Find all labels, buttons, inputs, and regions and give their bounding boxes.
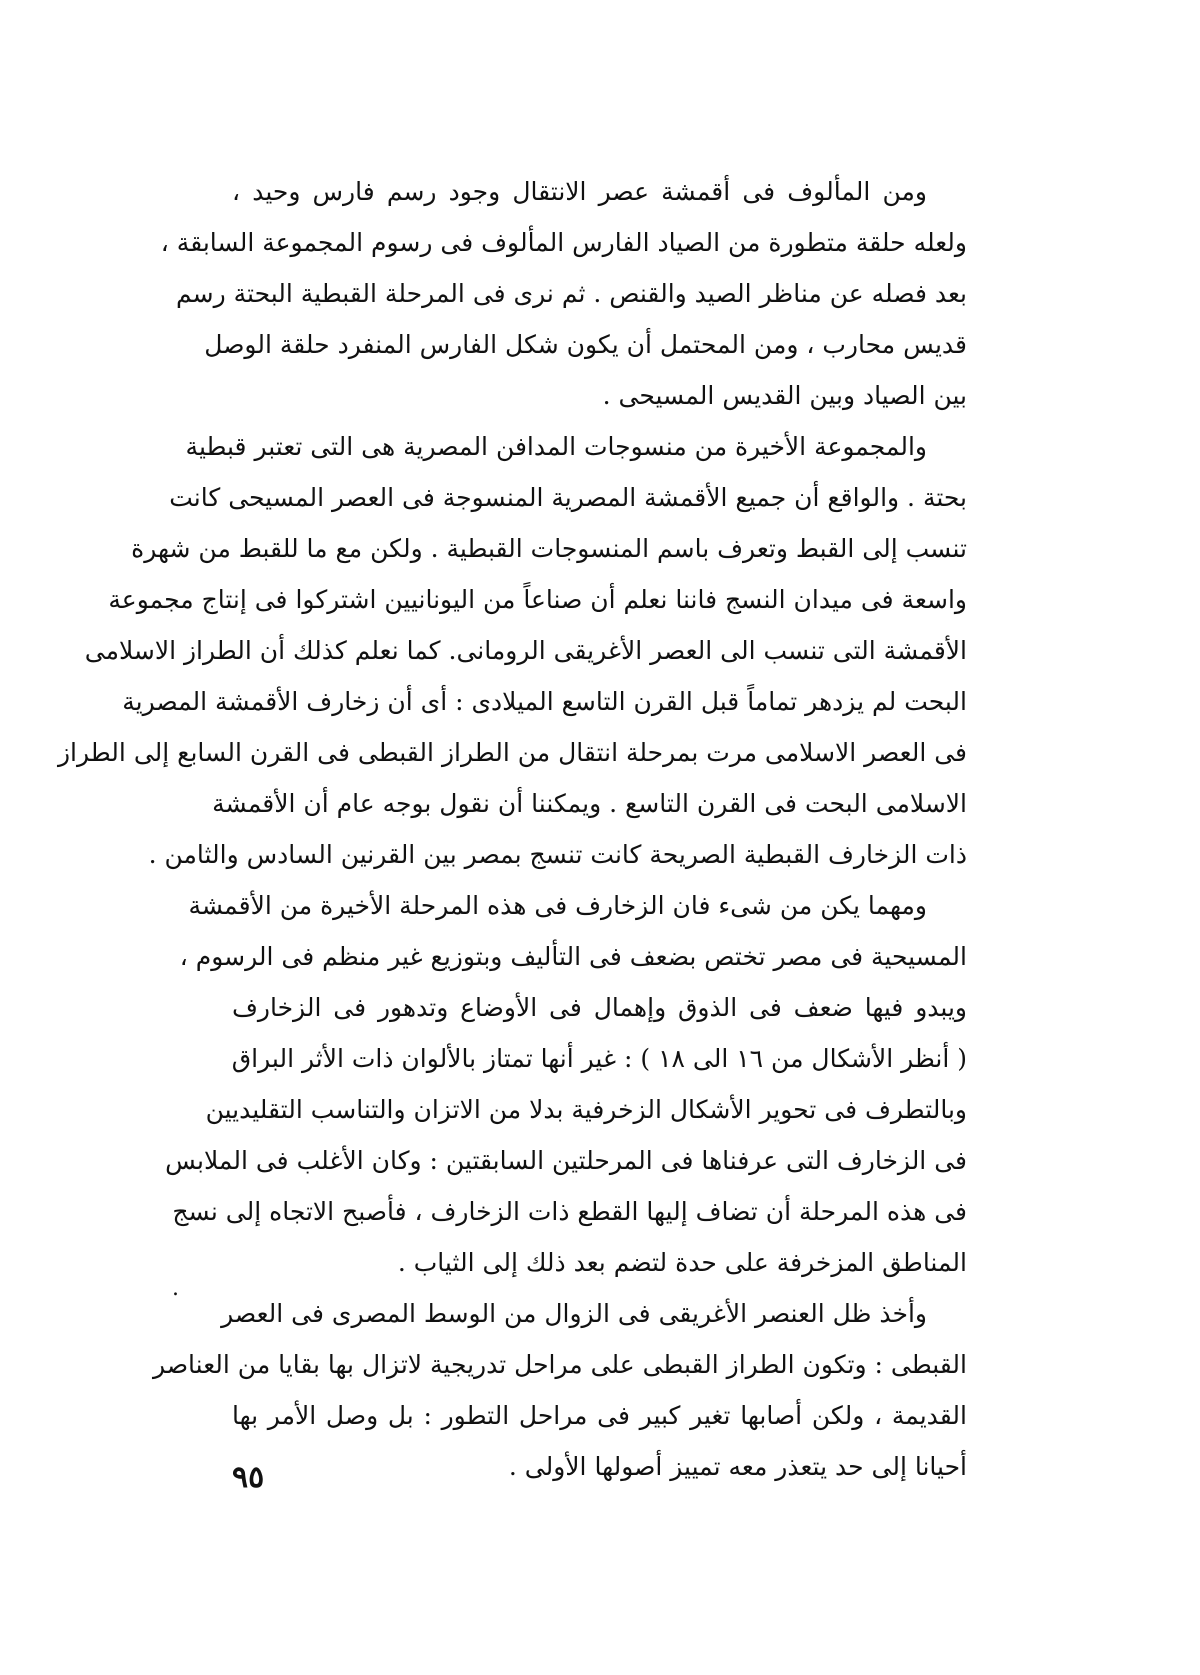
text-line: واسعة فى ميدان النسج فاننا نعلم أن صناعاً من اليونانيين اشتركوا فى إنتاج مجموعة xyxy=(108,585,967,614)
text-line: بعد فصله عن مناظر الصيد والقنص . ثم نرى فى المرحلة القبطية البحتة رسم xyxy=(176,279,967,308)
text-line: ويبدو فيها ضعف فى الذوق وإهمال فى الأوضاع وتدهور فى الزخارف xyxy=(232,993,967,1022)
text-line: القبطى : وتكون الطراز القبطى على مراحل تدريجية لاتزال بها بقايا من العناصر xyxy=(153,1350,967,1379)
text-line: ولعله حلقة متطورة من الصياد الفارس المألوف فى رسوم المجموعة السابقة ، xyxy=(160,228,967,257)
stray-mark: . xyxy=(172,1276,179,1301)
text-line: فى هذه المرحلة أن تضاف إليها القطع ذات الزخارف ، فأصبح الاتجاه إلى نسج xyxy=(172,1197,967,1226)
text-line: بين الصياد وبين القديس المسيحى . xyxy=(602,381,967,410)
text-line: البحت لم يزدهر تماماً قبل القرن التاسع الميلادى : أى أن زخارف الأقمشة المصرية xyxy=(122,687,967,716)
text-line: المناطق المزخرفة على حدة لتضم بعد ذلك إلى الثياب . xyxy=(397,1248,967,1277)
text-line: فى الزخارف التى عرفناها فى المرحلتين السابقتين : وكان الأغلب فى الملابس xyxy=(165,1146,967,1175)
text-line: القديمة ، ولكن أصابها تغير كبير فى مراحل التطور : بل وصل الأمر بها xyxy=(232,1401,967,1430)
text-line: المسيحية فى مصر تختص بضعف فى التأليف وبتوزيع غير منظم فى الرسوم ، xyxy=(179,942,967,971)
text-line: ومن المألوف فى أقمشة عصر الانتقال وجود رسم فارس وحيد ، xyxy=(232,177,927,206)
page-number: ٩٥ xyxy=(232,1460,265,1495)
text-line: أحيانا إلى حد يتعذر معه تمييز أصولها الأولى . xyxy=(508,1452,967,1481)
paragraph-3 xyxy=(165,880,967,1288)
text-line: الأقمشة التى تنسب الى العصر الأغريقى الرومانى. كما نعلم كذلك أن الطراز الاسلامى xyxy=(84,636,967,665)
text-line: ومهما يكن من شىء فان الزخارف فى هذه المرحلة الأخيرة من الأقمشة xyxy=(188,891,927,920)
text-line: وأخذ ظل العنصر الأغريقى فى الزوال من الوسط المصرى فى العصر xyxy=(221,1299,927,1328)
paragraph-1 xyxy=(160,166,967,421)
text-line: بحتة . والواقع أن جميع الأقمشة المصرية المنسوجة فى العصر المسيحى كانت xyxy=(169,483,967,512)
text-line: وبالتطرف فى تحوير الأشكال الزخرفية بدلا من الاتزان والتناسب التقليديين xyxy=(205,1095,967,1124)
text-line: الاسلامى البحت فى القرن التاسع . ويمكننا أن نقول بوجه عام أن الأقمشة xyxy=(212,789,967,818)
paragraph-4 xyxy=(153,1288,967,1492)
text-line: ( أنظر الأشكال من ١٦ الى ١٨ ) : غير أنها تمتاز بالألوان ذات الأثر البراق xyxy=(231,1044,967,1073)
text-line: فى العصر الاسلامى مرت بمرحلة انتقال من الطراز القبطى فى القرن السابع إلى الطراز xyxy=(57,738,967,767)
text-line: تنسب إلى القبط وتعرف باسم المنسوجات القبطية . ولكن مع ما للقبط من شهرة xyxy=(131,534,967,563)
text-line: والمجموعة الأخيرة من منسوجات المدافن المصرية هى التى تعتبر قبطية xyxy=(185,432,927,461)
text-line: قديس محارب ، ومن المحتمل أن يكون شكل الفارس المنفرد حلقة الوصل xyxy=(204,330,967,359)
body-text xyxy=(57,166,967,1492)
text-line: ذات الزخارف القبطية الصريحة كانت تنسج بمصر بين القرنين السادس والثامن . xyxy=(148,840,967,869)
paragraph-2 xyxy=(57,421,967,880)
